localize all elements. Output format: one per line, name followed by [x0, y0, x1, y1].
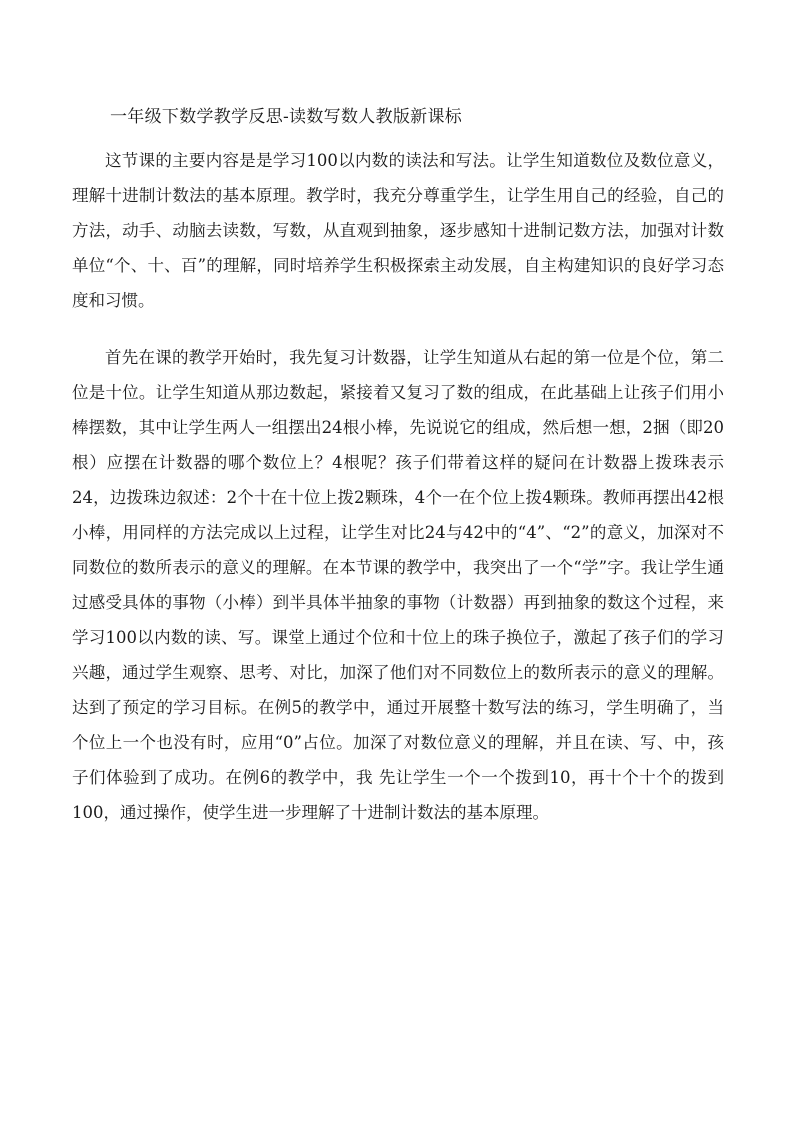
- paragraph-intro: 这节课的主要内容是是学习100以内数的读法和写法。让学生知道数位及数位意义，理解十进制计数法的基本原理。教学时，我充分尊重学生，让学生用自己的经验，自己的方法，动手、动脑去读数，写数，从直观到抽象，逐步感知十进制记数方法，加强对计数单位“个、十、百”的理解，同时培养学生积极探索主动发展，自主构建知识的良好学习态度和习惯。: [72, 151, 724, 310]
- document-body: [72, 104, 724, 830]
- document-title: 一年级下数学教学反思-读数写数人教版新课标: [110, 107, 463, 127]
- paragraph-teaching-process: 首先在课的教学开始时，我先复习计数器，让学生知道从右起的第一位是个位，第二位是十位。让学生知道从那边数起，紧接着又复习了数的组成，在此基础上让孩子们用小棒摆数，其中让学生两人一组摆出24根小棒，先说说它的组成，然后想一想，2捆（即20根）应摆在计数器的哪个数位上？4根呢？孩子们带着这样的疑问在计数器上拨珠表示24，边拨珠边叙述：2个十在十位上拨2颗珠，4个一在个位上拨4颗珠。教师再摆出42根小棒，用同样的方法完成以上过程，让学生对比24与42中的“4”、“2”的意义，加深对不同数位的数所表示的意义的理解。在本节课的教学中，我突出了一个“学”字。我让学生通过感受具体的事物（小棒）到半具体半抽象的事物（计数器）再到抽象的数这个过程，来学习100以内数的读、写。课堂上通过个位和十位上的珠子换位子，激起了孩子们的学习兴趣，通过学生观察、思考、对比，加深了他们对不同数位上的数所表示的意义的理解。达到了预定的学习目标。在例5的教学中，通过开展整十数写法的练习，学生明确了，当个位上一个也没有时，应用“0”占位。加深了对数位意义的理解，并且在读、写、中，孩子们体验到了成功。在例6的教学中，我 先让学生一个一个拨到10，再十个十个的拨到100，通过操作，使学生进一步理解了十进制计数法的基本原理。: [72, 348, 724, 822]
